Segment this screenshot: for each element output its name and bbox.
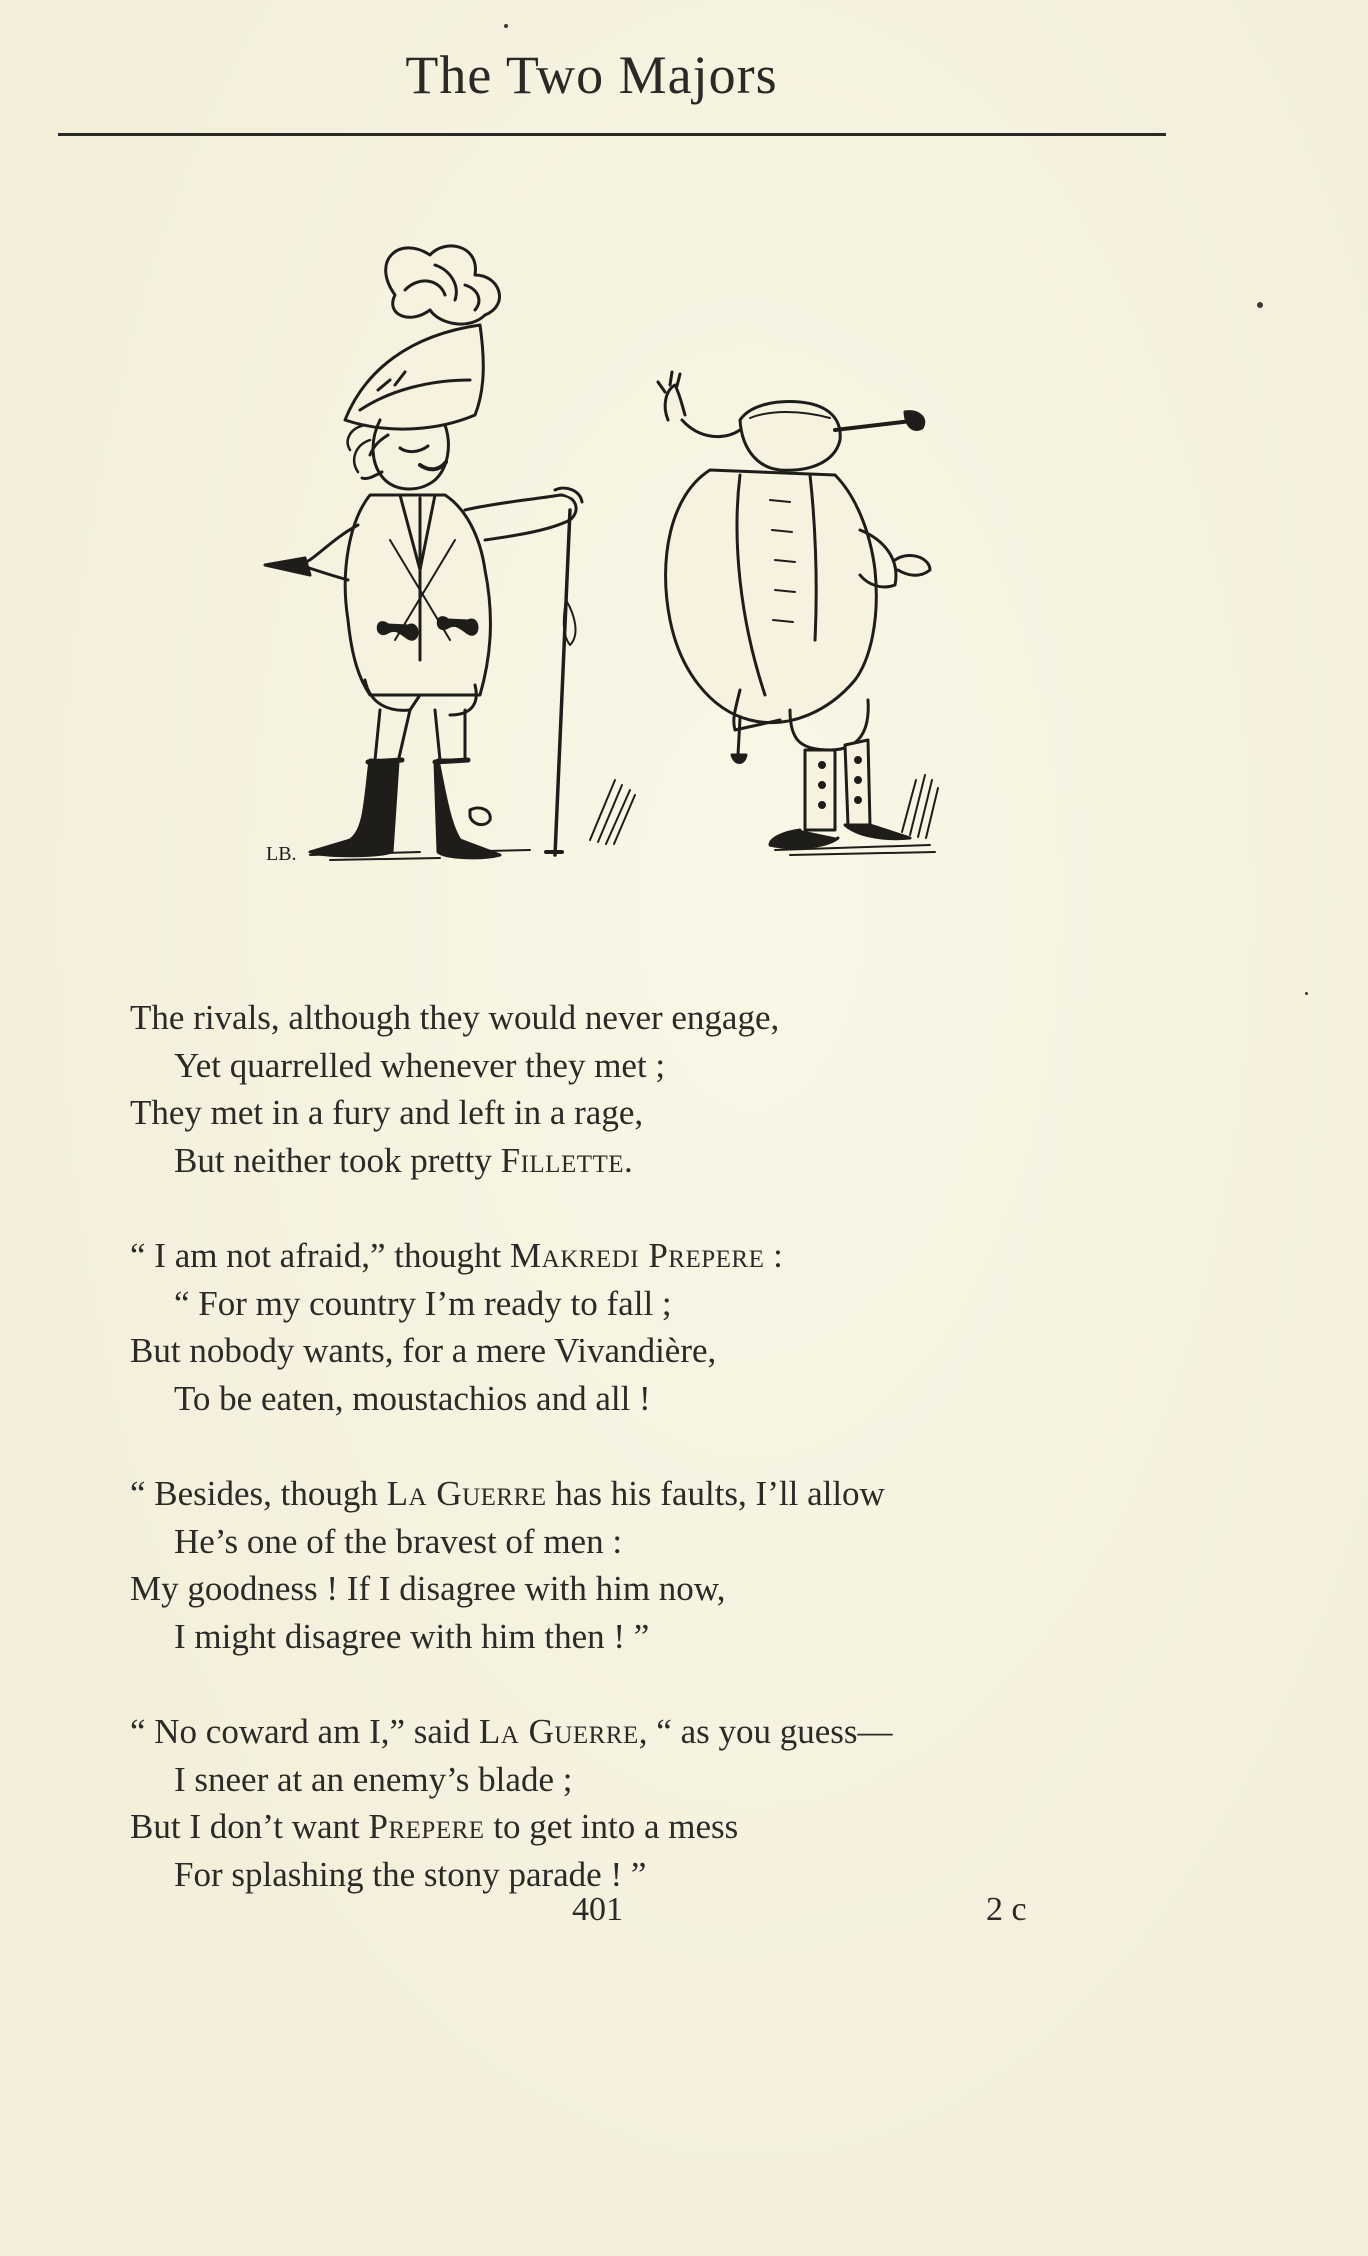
poem-line xyxy=(130,1565,1110,1613)
poem-line xyxy=(130,1137,1110,1185)
poem-line xyxy=(130,1708,1110,1756)
stanza xyxy=(130,1470,1110,1660)
line-text: I might disagree with him then ! ” xyxy=(174,1616,650,1656)
illustration-two-majors xyxy=(266,240,950,870)
poem-line xyxy=(130,1803,1110,1851)
poem-line xyxy=(130,1327,1110,1375)
line-text: But nobody wants, for a mere Vivandière, xyxy=(130,1331,717,1370)
page-number: 401 xyxy=(572,1891,623,1928)
character-name: Fillette xyxy=(500,1140,625,1180)
poem-line xyxy=(130,1280,1110,1328)
line-text: : xyxy=(764,1236,783,1275)
poem xyxy=(130,994,1110,1946)
line-text: To be eaten, moustachios and all ! xyxy=(174,1378,651,1418)
poem-line xyxy=(130,994,1110,1042)
character-name: Prepere xyxy=(368,1807,485,1846)
print-speck xyxy=(1305,992,1308,995)
line-text: . xyxy=(624,1140,633,1180)
poem-line xyxy=(130,1375,1110,1423)
poem-line xyxy=(130,1042,1110,1090)
artist-mark: LB. xyxy=(266,843,297,865)
poem-line xyxy=(130,1232,1110,1280)
poem-line xyxy=(130,1470,1110,1518)
character-name: La Guerre xyxy=(386,1474,547,1513)
header-rule xyxy=(58,133,1166,136)
line-text: My goodness ! If I disagree with him now, xyxy=(130,1569,726,1608)
poem-line xyxy=(130,1756,1110,1804)
poem-line xyxy=(130,1518,1110,1566)
line-text: has his faults, I’ll allow xyxy=(546,1474,885,1513)
line-text: Yet quarrelled whenever they met ; xyxy=(174,1045,666,1085)
poem-line xyxy=(130,1089,1110,1137)
stanza xyxy=(130,994,1110,1184)
character-name: La Guerre xyxy=(478,1712,639,1751)
poem-line xyxy=(130,1613,1110,1661)
line-text: “ I am not afraid,” thought xyxy=(130,1236,511,1275)
stanza xyxy=(130,1708,1110,1898)
line-text: to get into a mess xyxy=(484,1807,739,1846)
stanza xyxy=(130,1232,1110,1422)
print-speck xyxy=(1257,302,1263,308)
line-text: But neither took pretty xyxy=(174,1140,501,1180)
line-text: But I don’t want xyxy=(130,1807,369,1846)
running-title: The Two Majors xyxy=(405,45,778,105)
line-text: He’s one of the bravest of men : xyxy=(174,1521,623,1561)
character-name: Makredi Prepere xyxy=(510,1236,765,1275)
signature-mark: 2 c xyxy=(986,1891,1027,1928)
line-text: “ Besides, though xyxy=(130,1474,387,1513)
line-text: I sneer at an enemy’s blade ; xyxy=(174,1759,573,1799)
figure-left-officer xyxy=(265,246,635,860)
line-text: “ For my country I’m ready to fall ; xyxy=(174,1283,672,1323)
line-text: The rivals, although they would never engage, xyxy=(130,998,780,1037)
line-text: For splashing the stony parade ! ” xyxy=(174,1854,647,1894)
line-text: “ No coward am I,” said xyxy=(130,1712,479,1751)
line-text: , “ as you guess— xyxy=(638,1712,893,1751)
figure-right-officer xyxy=(658,372,938,855)
line-text: They met in a fury and left in a rage, xyxy=(130,1093,644,1132)
print-speck xyxy=(504,24,508,28)
